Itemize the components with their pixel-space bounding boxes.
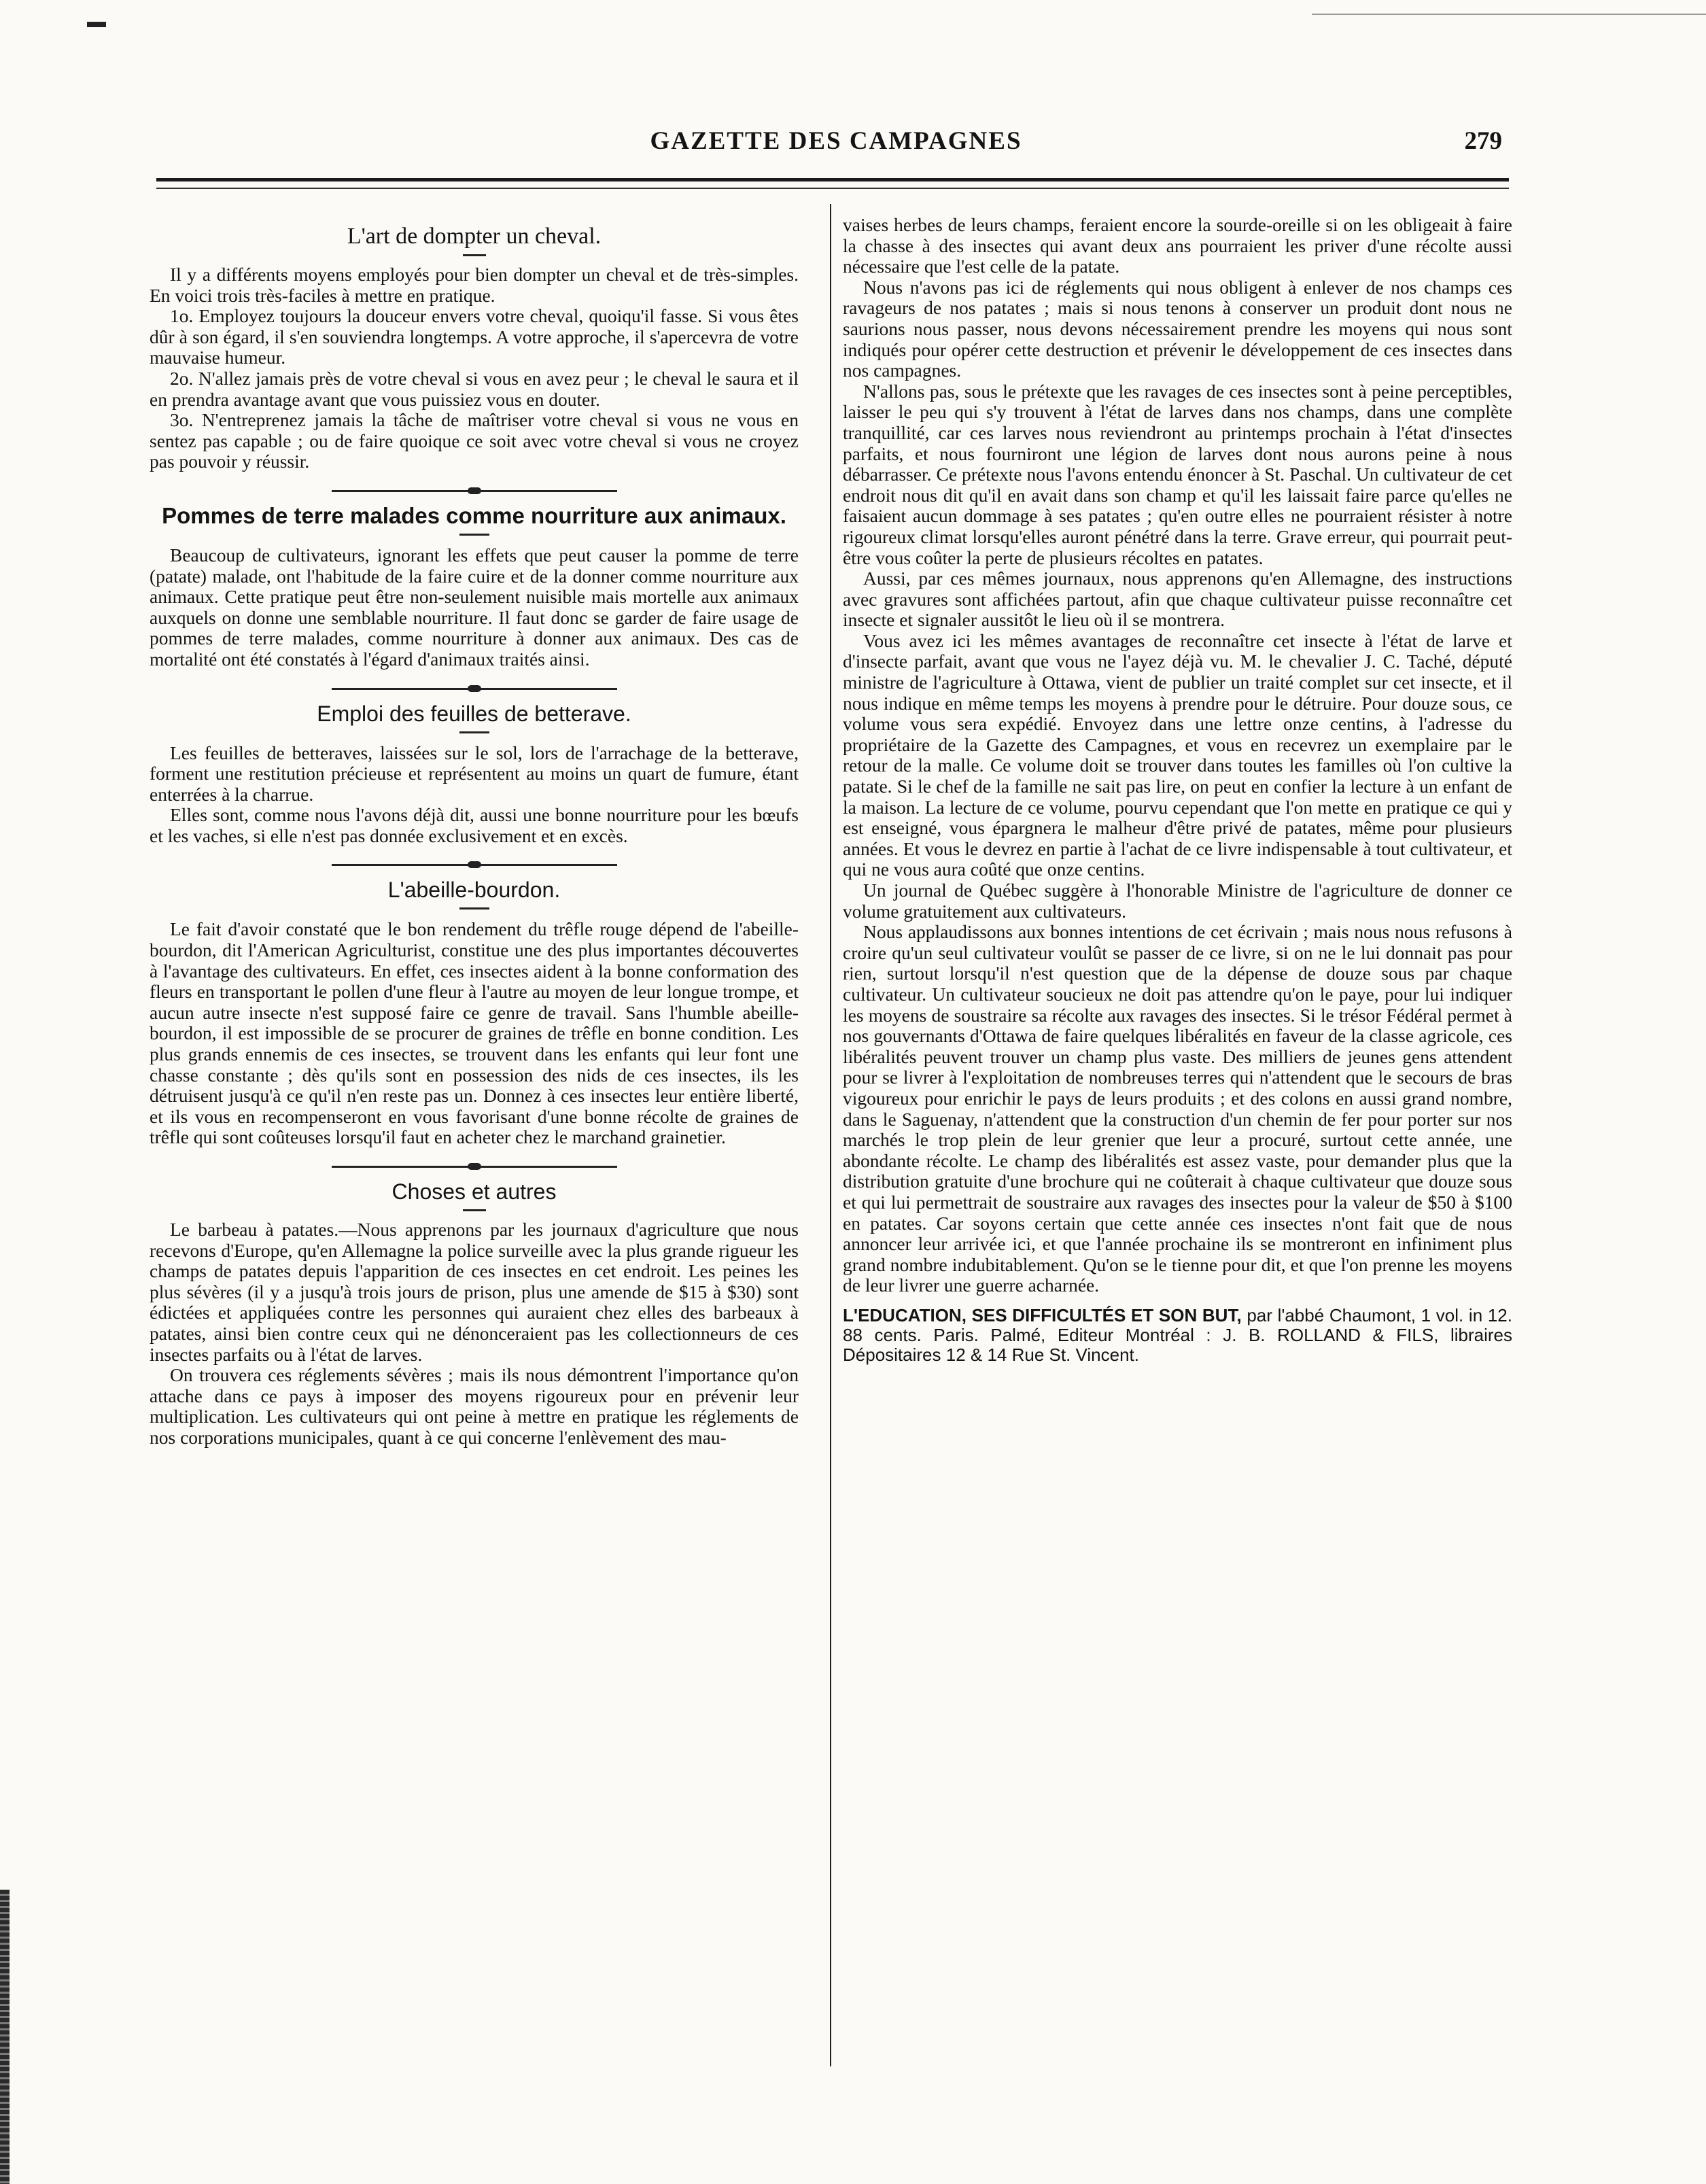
article-paragraph: 2o. N'allez jamais près de votre cheval si vous en avez peur ; le cheval le saura et il en prendra avantage avant que vous puissiez vous en douter.: [150, 367, 799, 410]
section-separator: [332, 487, 617, 494]
left-column: [150, 215, 799, 1449]
article-paragraph: vaises herbes de leurs champs, feraient encore la sourde-oreille si on les obligeait à faire la chasse à des insectes qui avant deux ans pourraient les priver d'une récolte aussi nécessaire que l'est celle de la patate.: [843, 214, 1512, 277]
article-paragraph: Nous n'avons pas ici de réglements qui nous obligent à enlever de nos champs ces ravageurs de nos patates ; mais si nous tenons à conserver un produit dont nous ne saurions nous passer, nous devons nécessairement prendre les moyens qui nous sont indiqués pour opérer cette destruction et prévenir le développement de ces insectes dans nos campagnes.: [843, 276, 1512, 381]
title-dash: [463, 1209, 486, 1211]
title-dash: [459, 534, 489, 536]
title-dash: [459, 731, 489, 733]
book-advertisement: [843, 1306, 1512, 1365]
section-separator: [332, 861, 617, 868]
title-dash: [459, 907, 489, 909]
article-paragraph: Il y a différents moyens employés pour bien dompter un cheval et de très-simples. En voici trois très-faciles à mettre en pratique.: [150, 264, 799, 306]
article-paragraph: Un journal de Québec suggère à l'honorable Ministre de l'agriculture de donner ce volume gratuitement aux cultivateurs.: [843, 880, 1512, 922]
article-title-betterave: Emploi des feuilles de betterave.: [317, 701, 631, 726]
column-divider: [830, 204, 831, 2066]
page-edge-binding: [0, 1890, 10, 2184]
article-paragraph: Beaucoup de cultivateurs, ignorant les effets que peut causer la pomme de terre (patate) malade, ont l'habitude de la faire cuire et de la donner comme nourriture aux animaux. Cette pratique peut être non-seulement nuisible mais mortelle aux animaux auxquels on donne une semblable nourriture. Il faut donc se garder de faire usage de pommes de terre malades, comme nourriture à donner aux animaux. Des cas de mortalité ont été constatés à l'égard d'animaux traités ainsi.: [150, 544, 799, 670]
article-paragraph: Aussi, par ces mêmes journaux, nous apprenons qu'en Allemagne, des instructions avec gravures sont affichées partout, afin que chaque cultivateur puisse reconnaître cet insecte et signaler aussitôt le lieu où il se montrera.: [843, 568, 1512, 631]
section-separator: [332, 685, 617, 692]
article-title-pommes: Pommes de terre malades comme nourriture aux animaux.: [162, 502, 786, 528]
article-title-abeille: L'abeille-bourdon.: [387, 878, 561, 903]
title-dash: [463, 254, 486, 256]
scan-mark-top-left: [87, 22, 106, 27]
article-paragraph: Le barbeau à patates.—Nous apprenons par les journaux d'agriculture que nous recevons d'Europe, qu'en Allemagne la police surveille avec la plus grande rigueur les champs de patates depuis l'apparition de ces insectes en cet endroit. Les peines les plus sévères (il y a jusqu'à trois jours de prison, plus une amende de $15 à $30) sont édictées et appliquées contre les personnes qui auraient chez elles des barbeaux à patates, ainsi bien contre ceux qui ne dénonceraient pas les collectionneurs de ces insectes parfaits ou à l'état de larves.: [150, 1219, 799, 1365]
article-title-choses: Choses et autres: [391, 1179, 557, 1204]
article-paragraph: 3o. N'entreprenez jamais la tâche de maîtriser votre cheval si vous ne vous en sentez pas capable ; ou de faire quoique ce soit avec votre cheval si vous ne croyez pas pouvoir y réussir.: [150, 409, 799, 472]
advert-title: L'EDUCATION, SES DIFFICULTÉS ET SON BUT,: [843, 1304, 1242, 1325]
article-paragraph: 1o. Employez toujours la douceur envers votre cheval, quoiqu'il fasse. Si vous êtes dûr à son égard, il s'en souviendra longtemps. A votre approche, il s'apercevra de votre mauvaise humeur.: [150, 305, 799, 368]
article-paragraph: Elles sont, comme nous l'avons déjà dit, aussi une bonne nourriture pour les bœufs et les vaches, si elle n'est pas donnée exclusivement et en excès.: [150, 804, 799, 846]
article-paragraph: On trouvera ces réglements sévères ; mais ils nous démontrent l'importance qu'on attache dans ce pays à imposer des moyens rigoureux pour en prévenir leur multiplication. Les cultivateurs qui ont peine à mettre en pratique les réglements de nos corporations municipales, quant à ce qui concerne l'enlèvement des mau-: [150, 1364, 799, 1448]
scan-mark-top-rule: [1312, 14, 1706, 15]
section-separator: [332, 1163, 617, 1170]
running-header: [170, 122, 1502, 160]
header-rule-thick: [156, 178, 1509, 181]
article-paragraph: N'allons pas, sous le prétexte que les ravages de ces insectes sont à peine perceptibles, laisser le peu qui s'y trouvent à l'état de larves dans nos champs, dans une complète tranquillité, car ces larves nous reviendront au printemps prochain à l'état d'insectes parfaits, et nous fourniront une légion de larves dont nous aurons peine à nous débarrasser. Ce prétexte nous l'avons entendu énoncer à St. Paschal. Un cultivateur de cet endroit nous dit qu'il en avait dans son champ et qu'il les laissait faire parce qu'elles ne faisaient aucun dommage à ses patates ; qu'en outre elles ne pourraient résister à notre rigoureux climat lorsqu'elles auront pénétré dans la terre. Grave erreur, qui pourrait peut-être vous coûter la perte de plusieurs récoltes en patates.: [843, 380, 1512, 568]
article-title-cheval: L'art de dompter un cheval.: [347, 224, 602, 249]
article-paragraph: Nous applaudissons aux bonnes intentions de cet écrivain ; mais nous nous refusons à croire qu'un seul cultivateur voulût se passer de ce livre, si on ne le lui donnait pas pour rien, surtout lorsqu'il n'est question que de la dépense de douze sous par chaque cultivateur. Un cultivateur soucieux ne doit pas attendre qu'on le paye, pour lui indiquer les moyens de soustraire sa récolte aux ravages des insectes. Si le trésor Fédéral permet à nos gouvernants d'Ottawa de faire quelques libéralités en faveur de la classe agricole, ces libéralités peuvent trouver un champ plus vaste. Des milliers de jeunes gens attendent pour se livrer à l'exploitation de nombreuses terres qui n'attendent que le secours de bras vigoureux pour enrichir le pays de leurs produits ; et des colons en aussi grand nombre, dans le Saguenay, n'attendent que la construction d'un chemin de fer pour porter sur nos marchés le trop plein de leur grenier que leur a procuré, surtout cette année, une abondante récolte. Le champ des libéralités est assez vaste, pour demander plus que la distribution gratuite d'une brochure qui ne coûterait à chaque cultivateur que douze sous et qui lui permettrait de soustraire aux ravages des insectes pour la valeur de $50 à $100 en patates. Car soyons certain que cette année ces insectes n'ont fait que de nous annoncer leur arrivée ici, et que l'année prochaine ils se montreront en infiniment plus grand nombre indubitablement. Qu'on se le tienne pour dit, et que l'on prenne les moyens de leur livrer une guerre acharnée.: [843, 921, 1512, 1296]
header-rule-thin: [156, 188, 1509, 189]
article-paragraph: Vous avez ici les mêmes avantages de reconnaître cet insecte à l'état de larve et d'insecte parfait, avant que vous ne l'ayez déjà vu. M. le chevalier J. C. Taché, député ministre de l'agriculture à Ottawa, vient de publier un traité complet sur cet insecte, et il nous indique en même temps les moyens à prendre pour le détruire. Pour douze sous, ce volume vous sera expédié. Envoyez dans une lettre onze centins, à l'adresse du propriétaire de la Gazette des Campagnes, et vous en recevrez un exemplaire par le retour de la malle. Ce volume doit se trouver dans toutes les familles où l'on cultive la patate. Si le chef de la famille ne sait pas lire, on peut en confier la lecture à un enfant de la maison. La lecture de ce volume, pourvu cependant que l'on mette en pratique ce qui y est enseigné, vous épargnera le malheur d'être privé de patates, même pour plusieurs années. Et vous le devrez en partie à l'achat de ce livre indispensable à tout cultivateur, et qui ne vous aura coûté que onze centins.: [843, 629, 1512, 880]
running-title: GAZETTE DES CAMPAGNES: [650, 127, 1022, 155]
article-paragraph: Les feuilles de betteraves, laissées sur le sol, lors de l'arrachage de la betterave, forment une restitution précieuse et représentent au moins un quart de fumure, étant enterrées à la charrue.: [150, 742, 799, 805]
page-number: 279: [1464, 127, 1502, 155]
right-column: [843, 215, 1512, 1365]
article-paragraph: Le fait d'avoir constaté que le bon rendement du trêfle rouge dépend de l'abeille-bourdon, dit l'American Agriculturist, constitue une des plus importantes découvertes à l'avantage des cultivateurs. En effet, ces insectes aident à la bonne conformation des fleurs en transportant le pollen d'une fleur à l'autre au moyen de leur longue trompe, et aucun autre insecte n'est supposé faire ce genre de travail. Sans l'humble abeille-bourdon, il est impossible de se procurer de graines de trêfle en bonne condition. Les plus grands ennemis de ces insectes, se trouvent dans les enfants qui leur font une chasse constante ; dès qu'ils sont en possession des nids de ces insectes, ils les détruisent jusqu'à ce qu'il n'en reste pas un. Donnez à ces insectes leur entière liberté, et ils vous en recompenseront en vous favorisant d'une bonne récolte de graines de trêfle qui sont coûteuses lorsqu'il faut en acheter chez le marchand grainetier.: [150, 918, 799, 1148]
advert-text: par l'abbé Chaumont, 1 vol. in 12. 88 cents. Paris. Palmé, Editeur Montréal : J. B. ROLLAND & FILS, libraires Dépositaires 12 & 14 Rue St. Vincent.: [843, 1304, 1512, 1365]
